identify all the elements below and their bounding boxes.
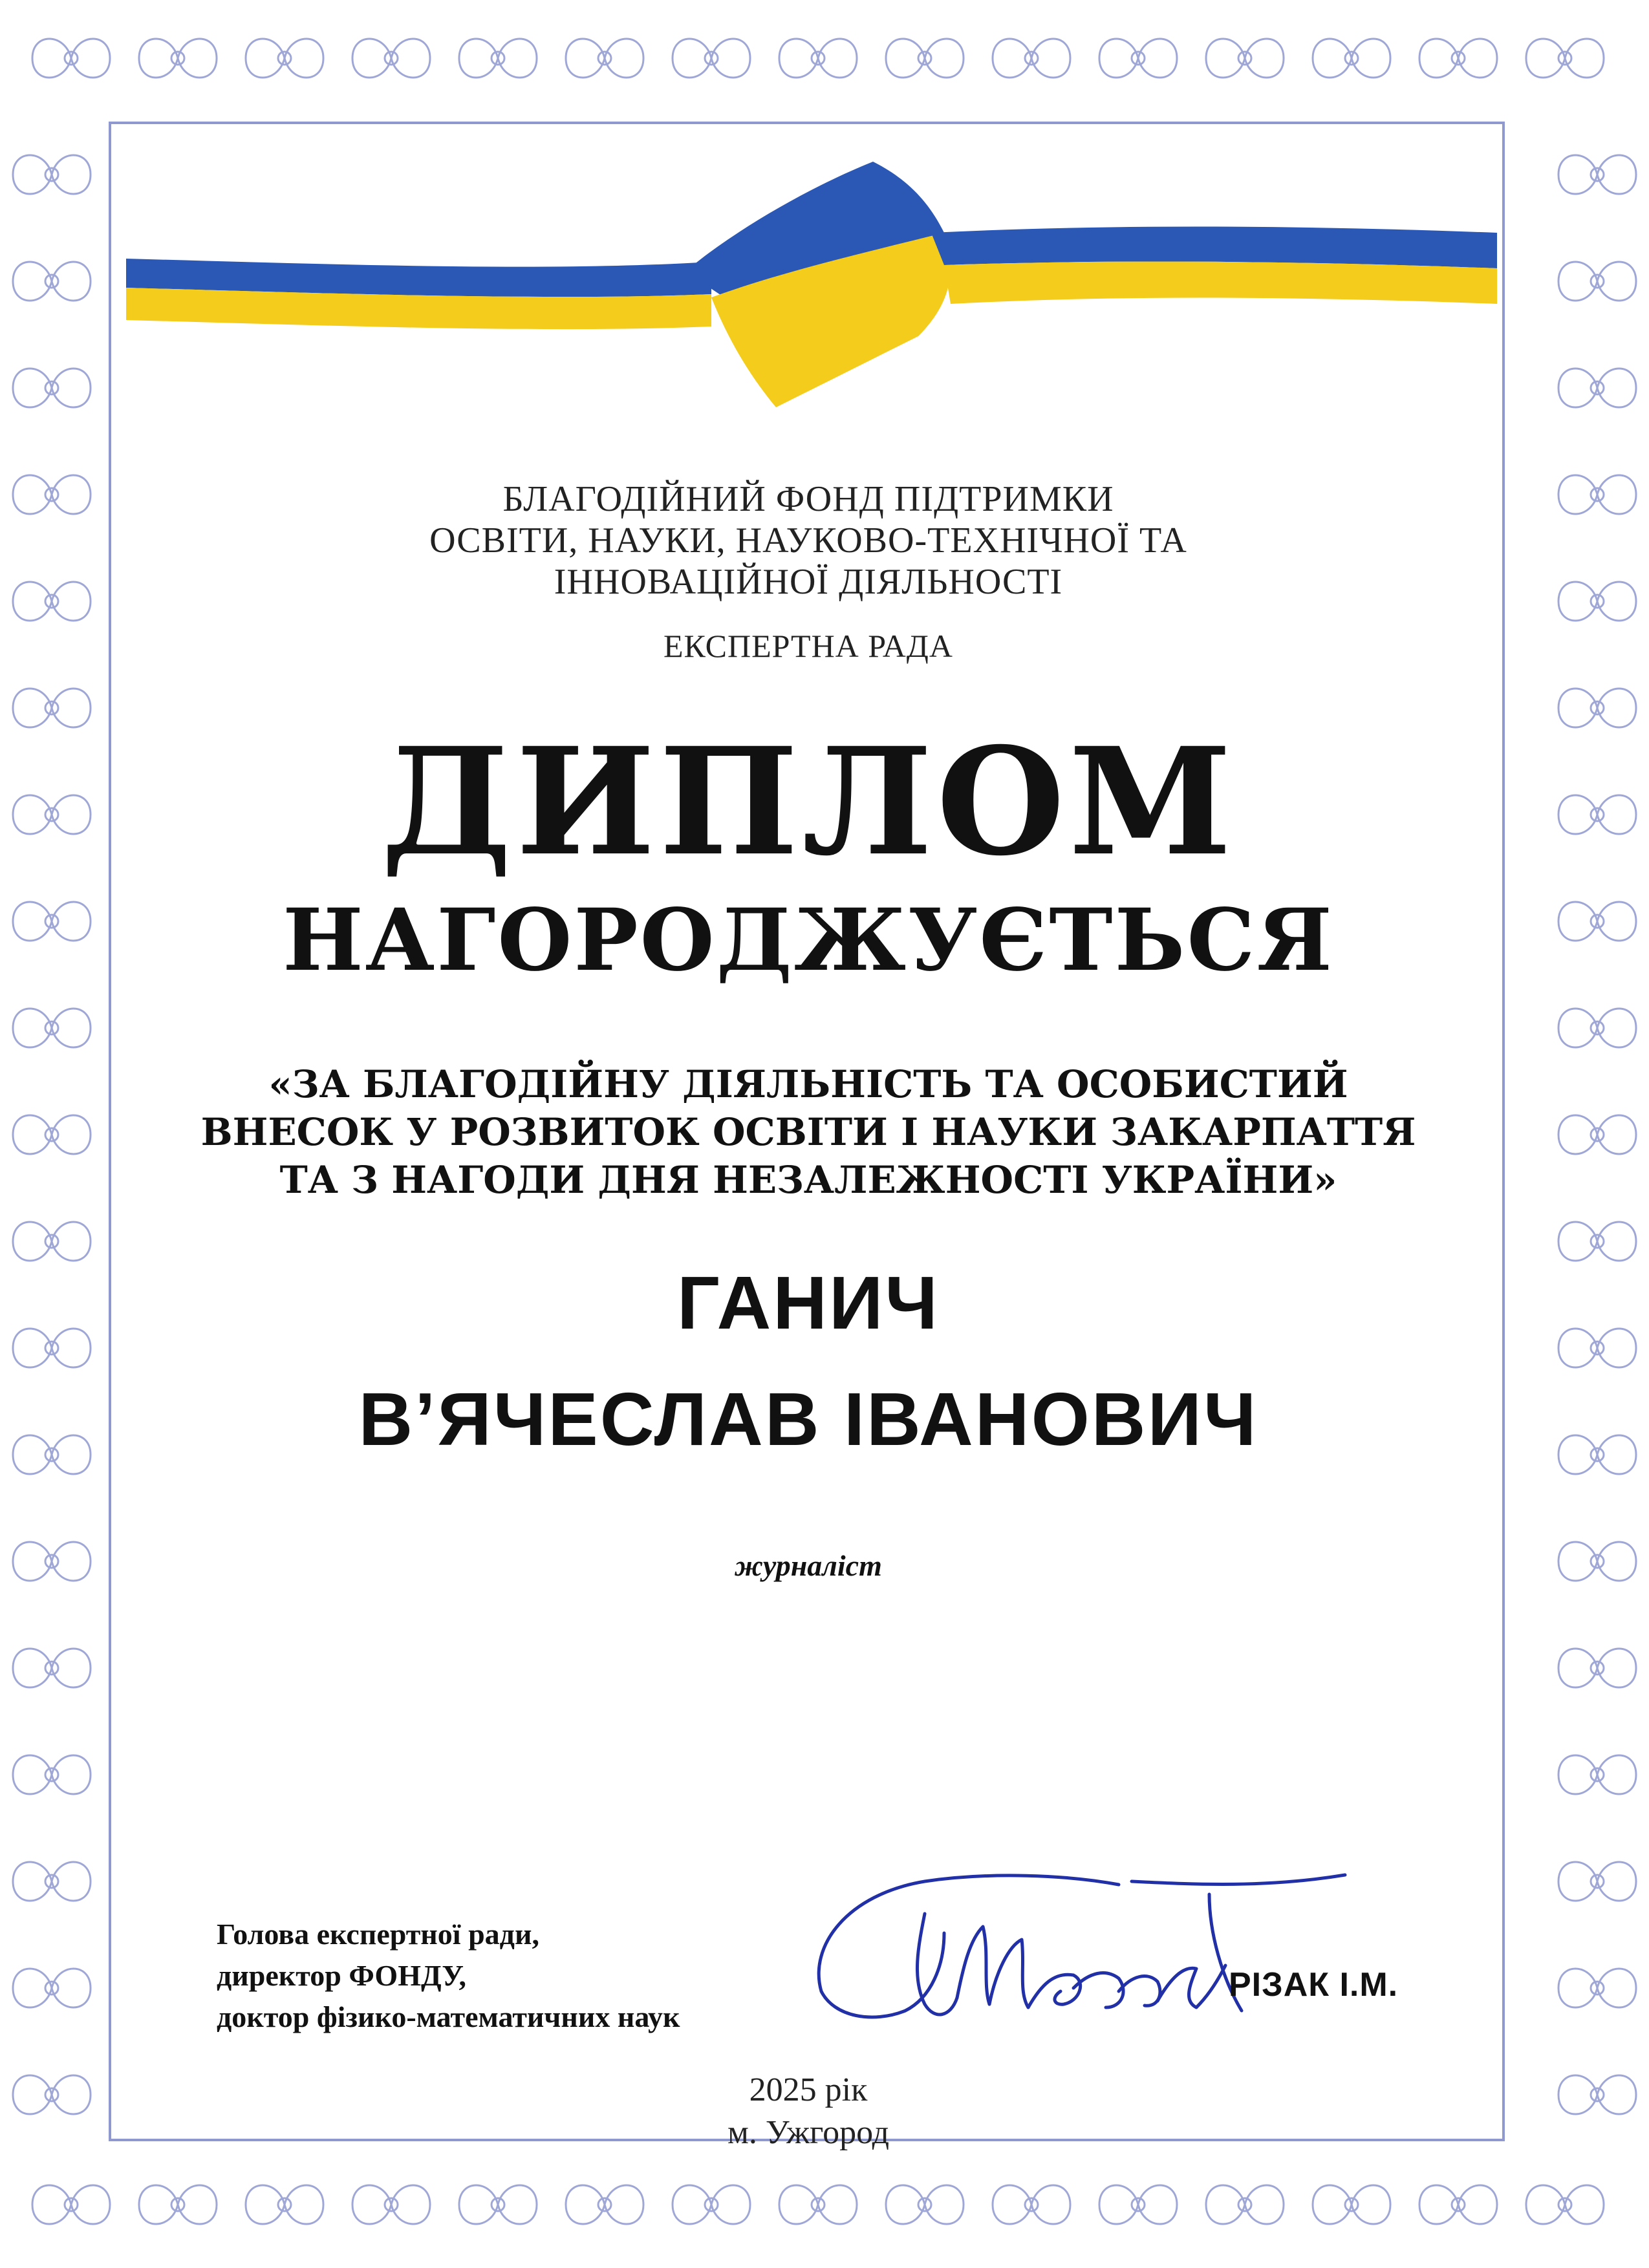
organization-line: БЛАГОДІЙНИЙ ФОНД ПІДТРИМКИ [502, 479, 1114, 519]
ribbon-yellow-stripe-right [944, 262, 1497, 304]
year: 2025 рік [749, 2071, 868, 2108]
organization-name [110, 478, 1507, 603]
organization-line: ОСВІТИ, НАУКИ, НАУКОВО-ТЕХНІЧНОЇ ТА [429, 520, 1187, 561]
city: м. Ужгород [727, 2114, 890, 2151]
organization-line: ІННОВАЦІЙНОЇ ДІЯЛЬНОСТІ [554, 562, 1063, 602]
award-reason-line: ТА З НАГОДИ ДНЯ НЕЗАЛЕЖНОСТІ УКРАЇНИ» [279, 1158, 1337, 1202]
ukrainian-flag-ribbon [0, 0, 1649, 453]
recipient-surname: ГАНИЧ [677, 1261, 940, 1345]
signatory-title-line: Голова експертної ради, [217, 1918, 539, 1951]
handwritten-signature [795, 1856, 1364, 2049]
award-reason-line: «ЗА БЛАГОДІЙНУ ДІЯЛЬНІСТЬ ТА ОСОБИСТИЙ [268, 1062, 1348, 1106]
award-reason [110, 1060, 1507, 1204]
signatory-title [217, 1914, 680, 2038]
signatory-title-line: доктор фізико-математичних наук [217, 2000, 680, 2033]
recipient-given-names: В’ЯЧЕСЛАВ ІВАНОВИЧ [358, 1377, 1258, 1461]
award-reason-line: ВНЕСОК У РОЗВИТОК ОСВІТИ І НАУКИ ЗАКАРПАТТЯ [200, 1110, 1416, 1154]
council-name: ЕКСПЕРТНА РАДА [663, 628, 954, 664]
signatory-title-line: директор ФОНДУ, [217, 1959, 466, 1992]
diploma-title: ДИПЛОМ [380, 715, 1236, 888]
recipient-profession: журналіст [735, 1549, 882, 1582]
signatory-name: РІЗАК І.М. [1229, 1966, 1399, 2004]
awarded-heading: НАГОРОДЖУЄТЬСЯ [283, 890, 1334, 990]
